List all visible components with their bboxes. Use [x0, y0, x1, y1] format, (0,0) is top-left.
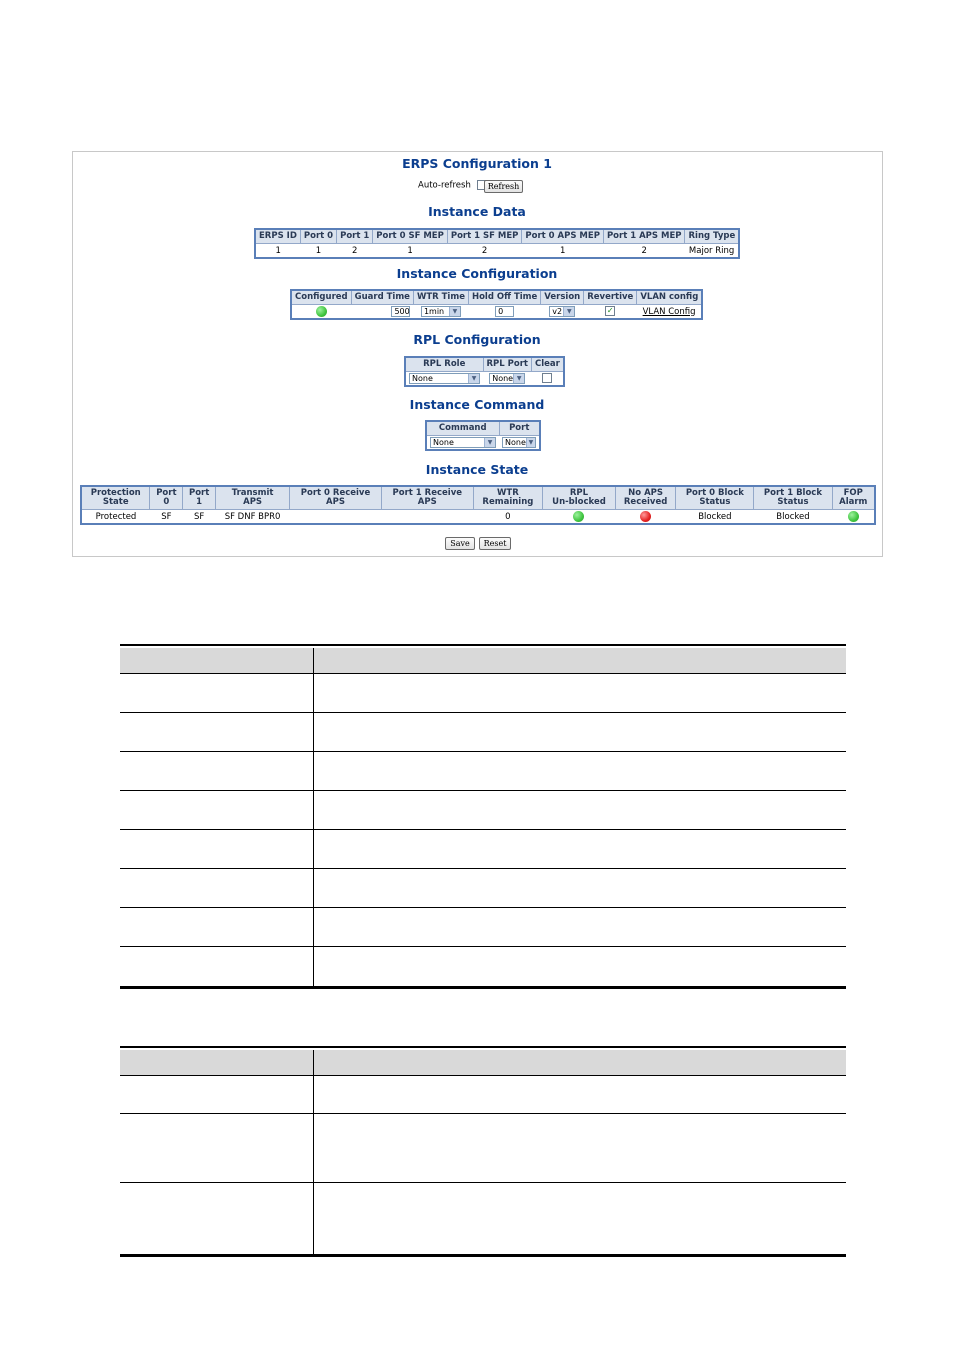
col-port1-receive-aps: Port 1 Receive APS — [381, 486, 473, 510]
col-clear: Clear — [531, 357, 563, 372]
cell-erps-id: 1 — [275, 245, 281, 256]
rpl-config-table — [404, 356, 565, 387]
col-command: Command — [426, 421, 499, 436]
row-divider — [120, 1113, 846, 1114]
save-button[interactable]: Save — [445, 537, 475, 550]
instance-data-table — [254, 228, 740, 259]
rpl-port-value: None — [492, 374, 514, 383]
guard-time-input[interactable]: 500 — [391, 306, 410, 317]
cell-ring-type: Major Ring — [688, 245, 735, 256]
configured-status-icon — [316, 306, 327, 317]
cell-port1: SF — [193, 511, 205, 522]
col-revertive: Revertive — [584, 290, 637, 305]
wtr-time-value: 1min — [423, 307, 445, 316]
row-divider — [120, 868, 846, 869]
cell-port1-sf-mep: 2 — [481, 245, 488, 256]
version-value: v2 — [552, 307, 563, 316]
col-port1: Port 1 — [337, 229, 373, 244]
table-header-row — [120, 1050, 846, 1075]
version-select[interactable] — [549, 306, 575, 317]
row-divider — [120, 946, 846, 947]
row-divider — [120, 790, 846, 791]
col-vlan-config: VLAN config — [637, 290, 702, 305]
col-guard-time: Guard Time — [351, 290, 413, 305]
table-row — [405, 372, 564, 387]
col-erps-id: ERPS ID — [255, 229, 300, 244]
reset-button[interactable]: Reset — [479, 537, 511, 550]
instance-config-heading: Instance Configuration — [396, 266, 558, 281]
cell-port0-aps-mep: 1 — [559, 245, 566, 256]
instance-state-table — [80, 485, 876, 525]
command-port-select[interactable] — [502, 437, 536, 448]
col-port0-receive-aps: Port 0 Receive APS — [290, 486, 382, 510]
col-rpl-unblocked: RPL Un-blocked — [543, 486, 616, 510]
instance-command-header-row — [426, 421, 540, 436]
auto-refresh-label: Auto-refresh — [418, 180, 471, 191]
col-configured: Configured — [291, 290, 351, 305]
col-rpl-port: RPL Port — [483, 357, 531, 372]
rpl-unblocked-status-icon — [573, 511, 584, 522]
column-divider — [313, 1050, 314, 1254]
rpl-port-select[interactable] — [489, 373, 525, 384]
col-port1-aps-mep: Port 1 APS MEP — [603, 229, 685, 244]
cell-port0-sf-mep: 1 — [407, 245, 413, 256]
rpl-role-value: None — [412, 374, 433, 383]
instance-state-header-row — [81, 486, 875, 510]
instance-command-heading: Instance Command — [409, 397, 545, 412]
parameter-table-1 — [120, 644, 846, 990]
col-port0-aps-mep: Port 0 APS MEP — [522, 229, 604, 244]
instance-config-header-row — [291, 290, 702, 305]
clear-checkbox[interactable] — [542, 373, 552, 383]
fop-alarm-status-icon — [848, 511, 859, 522]
command-select[interactable] — [430, 437, 496, 448]
cell-port1-aps-mep: 2 — [641, 245, 647, 256]
table-row — [81, 510, 875, 525]
chevron-down-icon: ▼ — [449, 307, 460, 316]
col-protection-state: Protection State — [81, 486, 150, 510]
table-row — [426, 436, 540, 451]
cell-port0: SF — [161, 511, 172, 522]
col-port0: Port 0 — [150, 486, 183, 510]
row-divider — [120, 751, 846, 752]
cell-wtr-remaining: 0 — [505, 511, 511, 522]
table-top-rule — [120, 1046, 846, 1048]
row-divider — [120, 673, 846, 674]
vlan-config-link[interactable]: VLAN Config — [642, 306, 696, 317]
col-port1-block-status: Port 1 Block Status — [754, 486, 832, 510]
col-no-aps-received: No APS Received — [615, 486, 675, 510]
rpl-role-select[interactable] — [409, 373, 480, 384]
parameter-table-2 — [120, 1046, 846, 1258]
col-port0-block-status: Port 0 Block Status — [676, 486, 754, 510]
table-bottom-rule — [120, 1254, 846, 1257]
table-bottom-rule — [120, 986, 846, 989]
cell-port0: 1 — [315, 245, 322, 256]
instance-state-heading: Instance State — [425, 462, 529, 477]
cell-protection-state: Protected — [95, 511, 137, 522]
table-row — [291, 305, 702, 320]
cell-port1-block-status: Blocked — [776, 511, 810, 522]
row-divider — [120, 829, 846, 830]
chevron-down-icon: ▼ — [513, 374, 524, 383]
row-divider — [120, 712, 846, 713]
cell-port0-receive-aps — [290, 510, 382, 525]
cell-port0-block-status: Blocked — [698, 511, 732, 522]
command-port-value: None — [505, 438, 526, 447]
table-top-rule — [120, 644, 846, 646]
col-rpl-role: RPL Role — [405, 357, 483, 372]
col-port1-sf-mep: Port 1 SF MEP — [447, 229, 522, 244]
col-hold-off-time: Hold Off Time — [468, 290, 540, 305]
col-port0: Port 0 — [300, 229, 336, 244]
chevron-down-icon: ▼ — [563, 307, 574, 316]
no-aps-received-status-icon — [640, 511, 651, 522]
col-port1: Port 1 — [183, 486, 216, 510]
col-port0-sf-mep: Port 0 SF MEP — [373, 229, 448, 244]
page-title: ERPS Configuration 1 — [402, 156, 552, 171]
table-header-row — [120, 648, 846, 673]
cell-transmit-aps: SF DNF BPR0 — [224, 511, 281, 522]
col-ring-type: Ring Type — [685, 229, 739, 244]
col-version: Version — [541, 290, 584, 305]
rpl-config-header-row — [405, 357, 564, 372]
col-wtr-remaining: WTR Remaining — [473, 486, 542, 510]
row-divider — [120, 907, 846, 908]
col-fop-alarm: FOP Alarm — [832, 486, 875, 510]
chevron-down-icon: ▼ — [484, 438, 495, 447]
cell-port1-receive-aps — [381, 510, 473, 525]
cell-port1: 2 — [351, 245, 358, 256]
command-value: None — [433, 438, 454, 447]
chevron-down-icon: ▼ — [468, 374, 479, 383]
column-divider — [313, 648, 314, 986]
revertive-checkbox[interactable]: ✓ — [606, 306, 614, 316]
hold-off-time-input[interactable]: 0 — [495, 306, 514, 317]
instance-command-table — [425, 420, 541, 451]
wtr-time-select[interactable] — [421, 306, 461, 317]
rpl-config-heading: RPL Configuration — [413, 332, 541, 347]
col-transmit-aps: Transmit APS — [216, 486, 290, 510]
table-row — [255, 244, 739, 259]
instance-data-heading: Instance Data — [428, 204, 526, 219]
auto-refresh-row — [418, 180, 487, 191]
chevron-down-icon: ▼ — [526, 438, 535, 447]
col-wtr-time: WTR Time — [413, 290, 468, 305]
row-divider — [120, 1182, 846, 1183]
row-divider — [120, 1075, 846, 1076]
refresh-button[interactable]: Refresh — [484, 180, 523, 193]
instance-config-table — [290, 289, 703, 320]
instance-data-header-row — [255, 229, 739, 244]
col-command-port: Port — [499, 421, 540, 436]
